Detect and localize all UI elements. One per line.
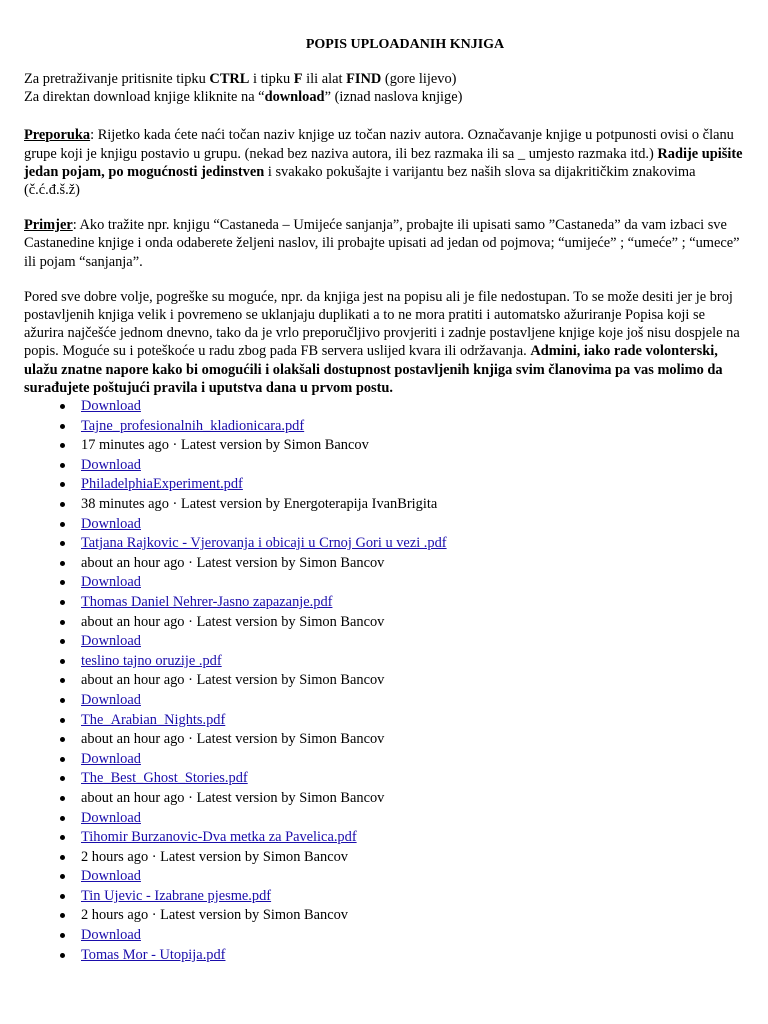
list-item [24,671,746,691]
list-item [24,573,746,593]
file-link[interactable]: Tin Ujevic - Izabrane pjesme.pdf [81,887,272,904]
ctrl-key-label: CTRL [209,71,250,87]
download-word: download [264,89,325,106]
list-item [24,475,746,495]
preporuka-text: : Rijetko kada ćete naći točan naziv knjige uz točan naziv autora. Označavanje knjige u potpunosti ovisi o članu grupe koji je knjigu postavio u grupu. (nekad bez naziva autora, ili bez razmaka ili sa _ umjesto razmaka itd.) [24,127,734,162]
list-item [24,495,746,515]
list-item [24,809,746,829]
download-link[interactable]: Download [81,515,141,532]
list-item [24,436,746,456]
list-item [24,789,746,809]
download-link[interactable]: Download [81,927,141,944]
notice-paragraph [24,288,746,397]
preporuka-bold-text: Radije upišite jedan pojam, po mogućnosti jedinstven [24,145,743,180]
list-item [24,946,746,966]
page-title: POPIS UPLOADANIH KNJIGA [305,37,505,52]
list-item [24,534,746,554]
file-link[interactable]: Tihomir Burzanovic-Dva metka za Pavelica.pdf [81,829,357,846]
download-link[interactable]: Download [81,868,141,885]
intro-text: Za pretraživanje pritisnite tipku [24,71,210,87]
list-item [24,848,746,868]
f-key-label: F [293,71,303,87]
preporuka-label: Preporuka [24,127,91,144]
notice-bold-text: Admini, iako rade volonterski, ulažu znatne napore kako bi omogućili i olakšali dostupnost postavljenih knjiga svim članovima pa vas molimo da surađujete poštujući pravila i uputstva dana u prvom postu. [24,343,723,396]
file-meta: about an hour ago · Latest version by Simon Bancov [81,672,385,689]
file-link[interactable]: Thomas Daniel Nehrer-Jasno zapazanje.pdf [81,593,333,610]
intro-text: i tipku [249,71,294,87]
list-item [24,593,746,613]
file-link[interactable]: The_Best_Ghost_Stories.pdf [81,770,248,787]
list-item [24,867,746,887]
download-link[interactable]: Download [81,750,141,767]
intro-text: ” (iznad naslova knjige) [324,89,463,106]
list-item [24,632,746,652]
file-meta: about an hour ago · Latest version by Simon Bancov [81,731,385,748]
intro-text: Za direktan download knjige kliknite na “ [24,89,265,106]
intro-line-1 [24,70,746,88]
file-link[interactable]: Tajne_profesionalnih_kladionicara.pdf [81,417,305,434]
intro-text: ili alat [302,71,347,87]
intro-line-2 [24,88,746,106]
list-item [24,417,746,437]
file-meta: 2 hours ago · Latest version by Simon Bancov [81,848,348,865]
file-meta: about an hour ago · Latest version by Simon Bancov [81,554,385,571]
list-item [24,750,746,770]
list-item [24,652,746,672]
list-item [24,613,746,633]
download-link[interactable]: Download [81,398,141,415]
file-meta: 17 minutes ago · Latest version by Simon Bancov [81,437,369,454]
download-link[interactable]: Download [81,574,141,591]
file-list [24,397,746,965]
list-item [24,691,746,711]
download-link[interactable]: Download [81,809,141,826]
download-link[interactable]: Download [81,633,141,650]
list-item [24,456,746,476]
file-meta: about an hour ago · Latest version by Simon Bancov [81,789,385,806]
file-link[interactable]: The_Arabian_Nights.pdf [81,711,226,728]
document-page [24,36,746,965]
list-item [24,926,746,946]
preporuka-paragraph [24,126,746,199]
intro-text: (gore lijevo) [381,71,457,87]
list-item [24,887,746,907]
file-link[interactable]: PhiladelphiaExperiment.pdf [81,476,243,493]
list-item [24,554,746,574]
file-link[interactable]: teslino tajno oruzije .pdf [81,652,222,669]
file-link[interactable]: Tatjana Rajkovic - Vjerovanja i obicaji u Crnoj Gori u vezi .pdf [81,535,447,552]
list-item [24,515,746,535]
file-link[interactable]: Tomas Mor - Utopija.pdf [81,946,226,963]
file-meta: 38 minutes ago · Latest version by Energoterapija IvanBrigita [81,496,438,513]
list-item [24,730,746,750]
primjer-label: Primjer [24,217,73,234]
download-link[interactable]: Download [81,456,141,473]
file-meta: about an hour ago · Latest version by Simon Bancov [81,613,385,630]
download-link[interactable]: Download [81,691,141,708]
preporuka-text: i svakako pokušajte i varijantu bez naših slova sa dijakritičkim znakovima (č.ć.đ.š.ž) [24,163,696,199]
list-item [24,906,746,926]
primjer-text: : Ako tražite npr. knjigu “Castaneda – Umijeće sanjanja”, probajte ili upisati samo ”Castaneda” da vam izbaci sve Castanedine knjige i onda odaberete željeni naslov, ili probajte upisati ad jedan od pojmova; “umijeće” ; “umeće” ; “umece” ili pojam “sanjanja”. [24,217,740,270]
list-item [24,397,746,417]
list-item [24,828,746,848]
list-item [24,711,746,731]
file-meta: 2 hours ago · Latest version by Simon Bancov [81,907,348,924]
notice-text: Pored sve dobre volje, pogreške su moguće, npr. da knjiga jest na popisu ali je file nedostupan. To se može desiti jer je broj postavljenih knjiga velik i povremeno se uklanjaju duplikati a to ne mora pratiti i automatsko ažuriranje Popisa koji se ažurira najčešće jednom dnevno, tako da je vrlo preporučljivo provjeriti i zadnje postavljene knjige koje još nisu dospjele na popis. Moguće su i poteškoće u radu zbog pada FB servera uslijed kvara ili održavanja. [24,288,740,360]
primjer-paragraph [24,216,746,271]
find-tool-label: FIND [346,71,382,87]
list-item [24,769,746,789]
